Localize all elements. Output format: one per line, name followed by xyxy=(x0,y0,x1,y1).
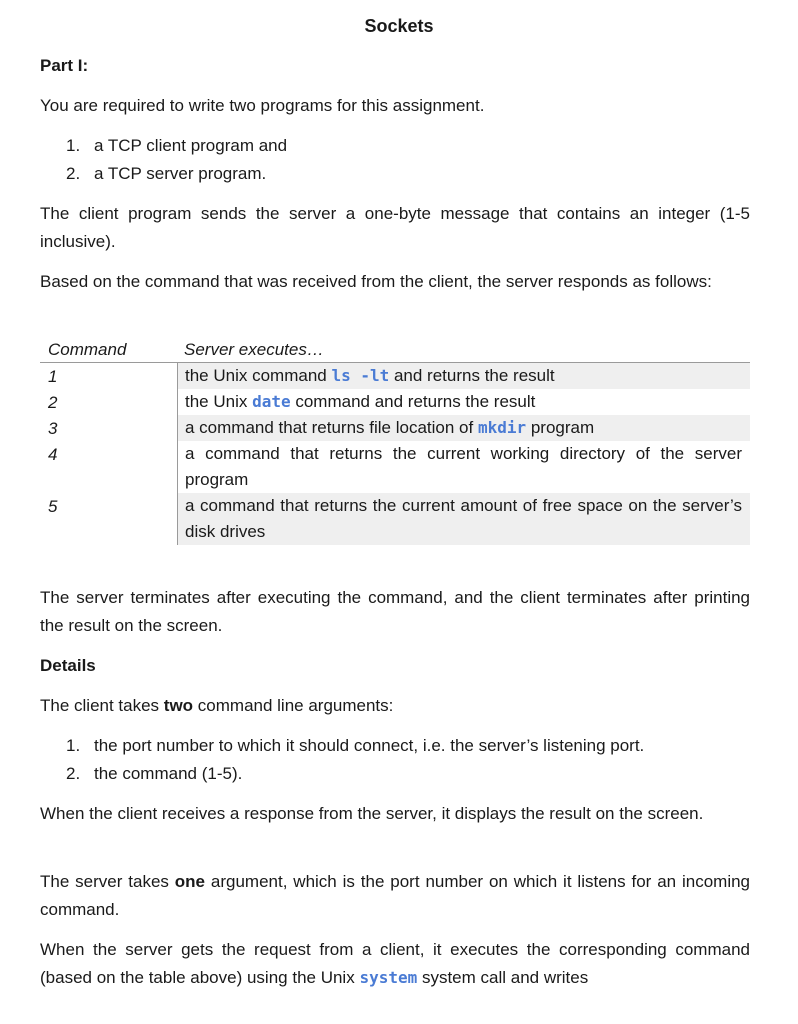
programs-list xyxy=(66,132,287,188)
table-row xyxy=(40,493,750,545)
server-description: Based on the command that was received from the client, the server responds as follows: xyxy=(40,272,712,291)
details-heading: Details xyxy=(40,656,96,675)
table-row xyxy=(40,415,750,441)
column-header-server-executes: Server executes… xyxy=(184,340,324,359)
termination-paragraph: The server terminates after executing the command, and the client terminates after printing the result on the screen. xyxy=(40,588,750,635)
document-title: Sockets xyxy=(364,16,434,36)
command-number: 5 xyxy=(48,497,58,516)
code-snippet: ls -lt xyxy=(331,366,390,385)
intro-paragraph: You are required to write two programs for this assignment. xyxy=(40,96,485,115)
command-description: the Unix command ls -lt and returns the result xyxy=(177,363,750,389)
command-number: 3 xyxy=(48,419,58,438)
column-header-command: Command xyxy=(48,340,127,359)
client-args-paragraph: The client takes two command line arguments: xyxy=(40,696,394,715)
command-description: a command that returns file location of mkdir program xyxy=(177,415,750,441)
code-snippet: system xyxy=(359,968,418,987)
command-description: a command that returns the current working directory of the server program xyxy=(177,441,750,493)
table-row xyxy=(40,441,750,493)
command-description: a command that returns the current amount of free space on the server’s disk drives xyxy=(177,493,750,545)
list-item: 1. the port number to which it should connect, i.e. the server’s listening port. xyxy=(66,736,645,755)
command-number: 1 xyxy=(48,367,58,386)
list-item: 1. a TCP client program and xyxy=(66,136,288,155)
client-args-list xyxy=(66,732,644,788)
list-item: 2. the command (1-5). xyxy=(66,764,243,783)
list-item: 2. a TCP server program. xyxy=(66,164,267,183)
code-snippet: mkdir xyxy=(477,418,527,437)
command-table xyxy=(40,336,750,545)
code-snippet: date xyxy=(252,392,291,411)
table-header xyxy=(40,336,750,363)
table-row xyxy=(40,389,750,415)
command-number: 2 xyxy=(48,393,58,412)
part-one-heading: Part I: xyxy=(40,56,89,75)
command-number: 4 xyxy=(48,445,58,464)
command-description: the Unix date command and returns the result xyxy=(177,389,750,415)
client-response-paragraph: When the client receives a response from the server, it displays the result on the screen. xyxy=(40,804,704,823)
server-arg-paragraph: The server takes one argument, which is the port number on which it listens for an incoming command. xyxy=(40,872,751,919)
table-row xyxy=(40,363,750,389)
client-description: The client program sends the server a one-byte message that contains an integer (1-5 inclusive). xyxy=(40,204,750,251)
server-exec-paragraph: When the server gets the request from a client, it executes the corresponding command (based on the table above) using the Unix system system call and writes xyxy=(40,940,750,987)
